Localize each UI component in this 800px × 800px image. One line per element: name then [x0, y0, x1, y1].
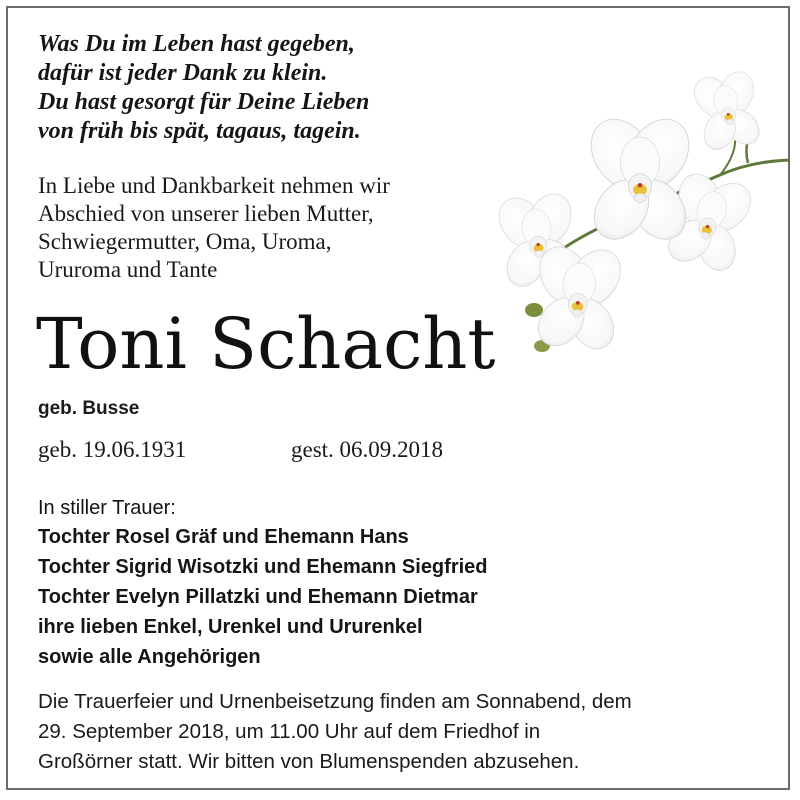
intro-line: In Liebe und Dankbarkeit nehmen wir	[38, 173, 390, 198]
funeral-service-notice	[38, 687, 632, 777]
orchid-branch-icon	[498, 63, 790, 363]
service-line: 29. September 2018, um 11.00 Uhr auf dem Friedhof in	[38, 720, 541, 743]
mourner-line: sowie alle Angehörigen	[38, 646, 261, 668]
memorial-verse	[38, 30, 369, 146]
maiden-name: geb. Busse	[38, 398, 140, 419]
intro-line: Ururoma und Tante	[38, 257, 218, 282]
verse-line: dafür ist jeder Dank zu klein.	[38, 60, 328, 86]
mourner-line: Tochter Rosel Gräf und Ehemann Hans	[38, 526, 409, 548]
verse-line: Was Du im Leben hast gegeben,	[38, 31, 355, 57]
mourner-line: ihre lieben Enkel, Urenkel und Ururenkel	[38, 616, 423, 638]
farewell-intro	[38, 172, 390, 284]
birth-date: geb. 19.06.1931	[38, 437, 187, 462]
service-line: Die Trauerfeier und Urnenbeisetzung finden am Sonnabend, dem	[38, 690, 632, 713]
mourner-line: Tochter Evelyn Pillatzki und Ehemann Dietmar	[38, 586, 478, 608]
mourner-line: Tochter Sigrid Wisotzki und Ehemann Siegfried	[38, 556, 488, 578]
mourning-lead: In stiller Trauer:	[38, 497, 176, 519]
obituary-frame	[6, 6, 790, 790]
death-date: gest. 06.09.2018	[291, 437, 444, 462]
verse-line: von früh bis spät, tagaus, tagein.	[38, 118, 361, 144]
intro-line: Schwiegermutter, Oma, Uroma,	[38, 229, 332, 254]
service-line: Großörner statt. Wir bitten von Blumenspenden abzusehen.	[38, 750, 580, 773]
deceased-name: Toni Schacht	[36, 303, 496, 385]
intro-line: Abschied von unserer lieben Mutter,	[38, 201, 374, 226]
life-dates	[38, 437, 444, 463]
verse-line: Du hast gesorgt für Deine Lieben	[38, 89, 370, 115]
mourners-section	[38, 494, 488, 672]
